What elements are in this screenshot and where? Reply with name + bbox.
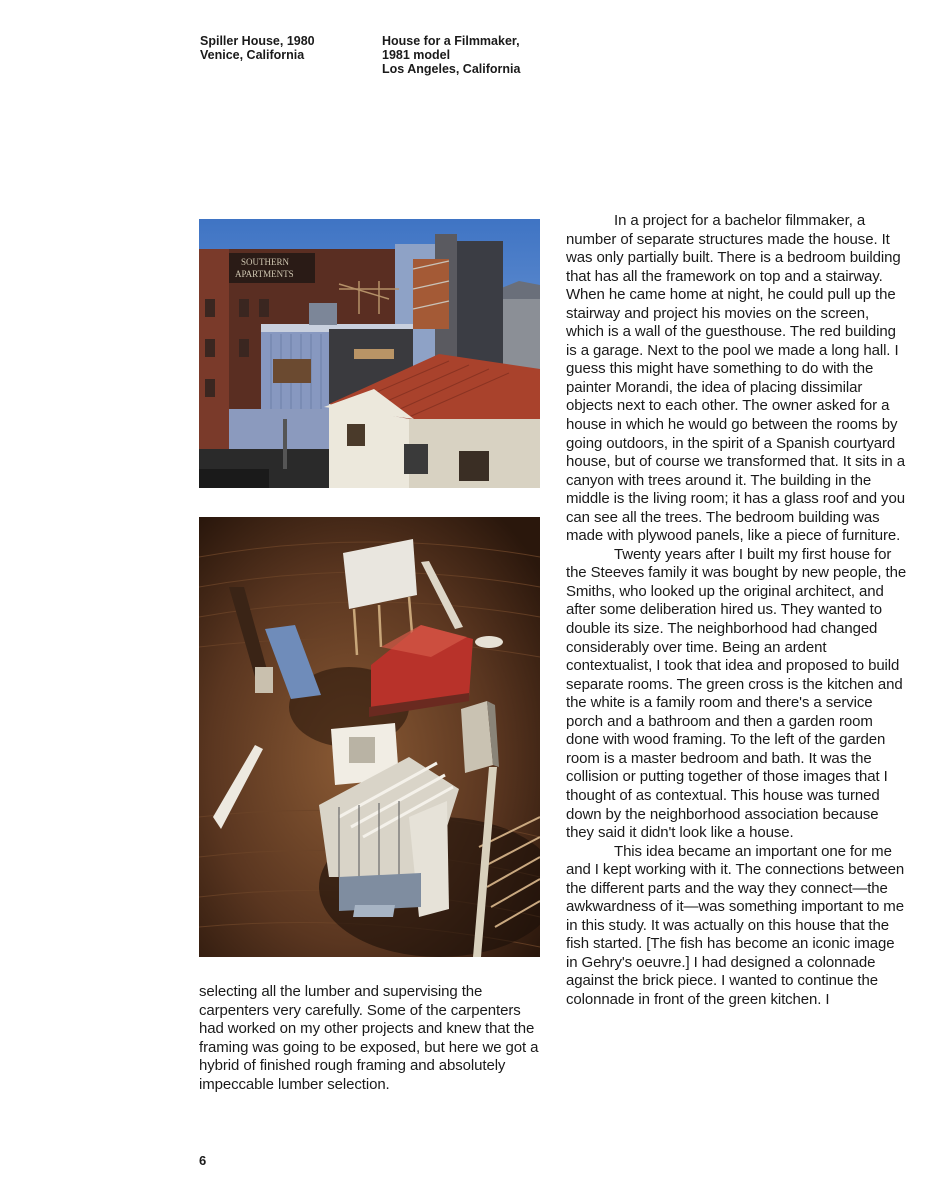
right-column-text [566, 212, 908, 1010]
caption-filmmaker-house [382, 34, 520, 76]
paragraph: This idea became an important one for me and I kept working with it. The connections between the different parts and the way they connect—the awkwardness of it—was something important to me in this study. It was actually on this house that the fish started. [The fish has become an iconic image in Gehry's oeuvre.] I had designed a colonnade against the brick piece. I wanted to continue the colonnade in front of the green kitchen. I [566, 842, 905, 1008]
page-number: 6 [199, 1153, 207, 1168]
caption-line: House for a Filmmaker, [382, 34, 520, 48]
paragraph: In a project for a bachelor filmmaker, a number of separate structures made the house. It was only partially built. There is a bedroom building that has all the framework on top and a stairway. When he came home at night, he could pull up the stairway and project his movies on the screen, which is a wall of the guesthouse. The red building is a garage. Next to the pool we made a long hall. I guess this might have something to do with the painter Morandi, the idea of placing dissimilar objects next to each other. The owner asked for a house in which he would go between the rooms by going outdoors, in the spirit of a Spanish courtyard house, but of course we transformed that. It sits in a canyon with trees around it. The building in the middle is the living room; it has a glass roof and you can see all the trees. The bedroom building was made with plywood panels, like a piece of furniture. [566, 212, 905, 545]
caption-spiller-house [200, 34, 315, 62]
svg-text:SOUTHERN: SOUTHERN [241, 257, 290, 267]
paragraph: Twenty years after I built my first house for the Steeves family it was bought by new people, the Smiths, who looked up the original architect, and after some deliberation hired us. They wanted to double its size. The neighborhood had changed considerably over time. Being an ardent contextualist, I took that idea and proposed to build separate rooms. The green cross is the kitchen and the white is a family room and there's a service porch and a bathroom and then a garden room done with wood framing. To the left of the garden room is a master bedroom and bath. It was the collision or putting together of those images that I thought of as contextual. This house was turned down by the neighborhood association because they said it didn't look like a house. [566, 545, 907, 842]
filmmaker-house-model-photo [199, 517, 540, 957]
caption-line: Los Angeles, California [382, 62, 521, 76]
caption-line: Venice, California [200, 48, 305, 62]
caption-line: Spiller House, 1980 [200, 34, 315, 48]
paragraph: selecting all the lumber and supervising the carpenters very carefully. Some of the carpenters had worked on my other projects and knew that the framing was going to be exposed, but here we got a hybrid of finished rough framing and absolutely impeccable lumber selection. [199, 983, 539, 1093]
svg-text:APARTMENTS: APARTMENTS [235, 269, 294, 279]
caption-line: 1981 model [382, 48, 451, 62]
spiller-house-photo [199, 219, 540, 488]
left-column-text [199, 983, 540, 1094]
